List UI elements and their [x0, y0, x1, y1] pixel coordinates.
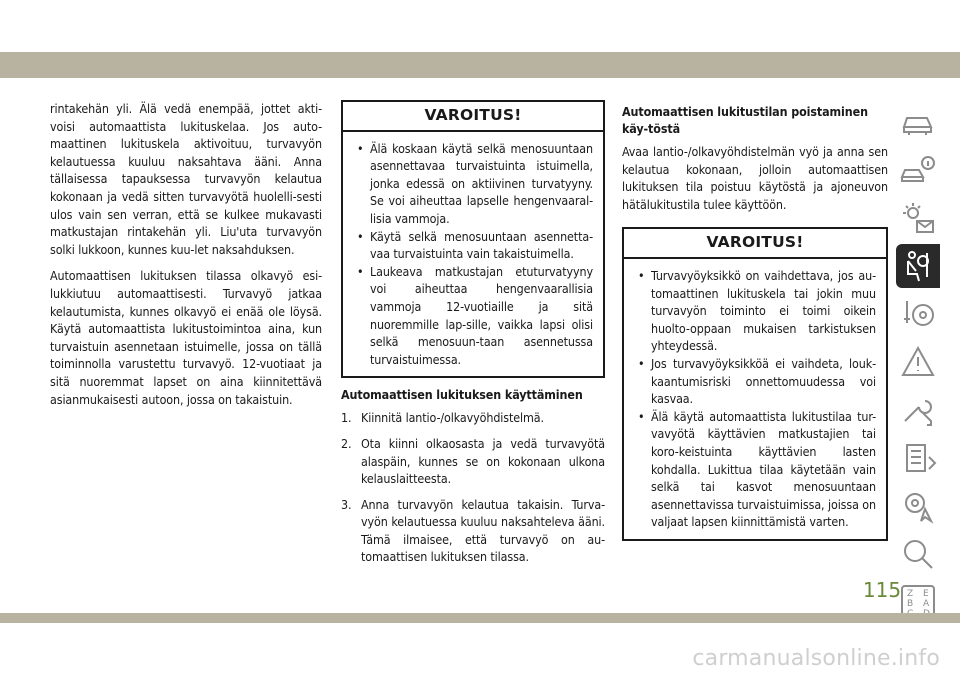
seatbelt-airbag-icon — [899, 247, 937, 285]
warning-box-2 — [622, 227, 888, 541]
column-3 — [622, 103, 888, 549]
tab-warning-road[interactable] — [896, 340, 940, 384]
step-text: Kiinnitä lantio-/olkavyöhdistelmä. — [361, 410, 544, 426]
svg-text:Z: Z — [907, 589, 914, 599]
warning-list — [624, 267, 886, 531]
tab-key-steering[interactable] — [896, 292, 940, 336]
warning-box-1 — [341, 100, 605, 378]
section-heading: Automaattisen lukitustilan poistaminen käy-töstä — [622, 104, 868, 136]
warning-title: VAROITUS! — [343, 102, 603, 132]
step-text: Anna turvavyön kelautua takaisin. Turva-vyön kelautuessa kuuluu naksahteleva ääni. Tämä ilmaisee, että turvavyö on au-tomaattisen lukituksen tilassa. — [361, 496, 605, 565]
warning-item: • Älä koskaan käytä selkä menosuuntaan asennettavaa turvaistuinta istuimella, jonka edessä on aktiivinen turvatyyny. Se voi aiheuttaa lapselle hengenvaaral-lisia vammoja. — [357, 140, 593, 228]
step-number: 1. — [341, 410, 352, 426]
warning-road-icon — [899, 343, 937, 381]
step-item — [341, 435, 605, 488]
header-band — [0, 52, 960, 78]
key-steering-icon — [899, 295, 937, 333]
step-number: 2. — [341, 435, 352, 451]
tab-light-mail[interactable] — [896, 196, 940, 240]
chapter-tabs — [896, 100, 940, 628]
maintenance-icon — [899, 391, 937, 429]
car-icon — [899, 103, 937, 141]
navigation-settings-icon — [899, 487, 937, 525]
step-number: 3. — [341, 496, 352, 512]
paragraph-1: rintakehän yli. Älä vedä enempää, jottet akti-voisi automaattista lukituskelaa. Jos auto-maattinen lukituskela aktivoituu, turvavyön kelautuessa kuuluu naksahtava ääni. Anna tällaisessa tapauksessa turvavyön kelautua kokonaan ja vedä sitten turvavyötä huolelli-sesti ulos vain sen verran, että se kulkee mukavasti matkustajan rintakehän yli. Liu'uta turvavyön solki lukkoon, kunnes kuu-let naksahduksen. — [50, 101, 322, 257]
svg-text:E: E — [923, 589, 929, 599]
paragraph-3: Avaa lantio-/olkavyöhdistelmän vyö ja anna sen kelautua kokonaan, jolloin automaattisen lukituksen tila poistuu käytöstä ja ajoneuvon hätälukitustila tulee käyttöön. — [622, 144, 888, 212]
column-2 — [341, 100, 605, 574]
warning-item: • Laukeava matkustajan etuturvatyyny voi aiheuttaa hengenvaarallisia vammoja 12-vuotiaille ja sitä nuoremmille lap-sille, vaikka lapsi olisi selkä menosuun-taan asennetussa turvaistuimessa. — [357, 263, 593, 369]
warning-item: • Käytä selkä menosuuntaan asennetta-vaa turvaistuinta vain takaistuimella. — [357, 228, 593, 263]
section-heading: Automaattisen lukituksen käyttäminen — [341, 387, 583, 403]
tab-car[interactable] — [896, 100, 940, 144]
tab-navigation-settings[interactable] — [896, 484, 940, 528]
tab-car-info[interactable] — [896, 148, 940, 192]
warning-item: • Turvavyöyksikkö on vaihdettava, jos au-tomaattinen lukituskela tai jokin muu turvavyön toiminto ei toimi oikein huolto-oppaan mukaisen tarkistuksen yhteydessä. — [638, 267, 876, 355]
steps-list — [341, 409, 605, 566]
tab-search[interactable] — [896, 532, 940, 576]
warning-item: • Jos turvavyöyksikköä ei vaihdeta, louk-kaantumisriski onnettomuudessa voi kasvaa. — [638, 355, 876, 408]
light-mail-icon — [899, 199, 937, 237]
service-checklist-icon — [899, 439, 937, 477]
step-text: Ota kiinni olkaosasta ja vedä turvavyötä alaspäin, kunnes se on kokonaan ulkona kelauslaitteesta. — [361, 435, 605, 487]
tab-maintenance[interactable] — [896, 388, 940, 432]
step-item — [341, 496, 605, 566]
page-number: 115 — [862, 578, 902, 602]
search-icon — [899, 535, 937, 573]
warning-title: VAROITUS! — [624, 229, 886, 259]
tab-seatbelt-airbag[interactable] — [896, 244, 940, 288]
svg-text:A: A — [923, 599, 930, 609]
paragraph-2: Automaattisen lukituksen tilassa olkavyö esi-lukkiutuu automaattisesti. Turvavyö jatkaa kelautumista, kunnes olkavyö ei enää ole löysä. Käytä automaattista lukitustoimintoa aina, kun turvaistuin asennetaan istuimelle, jossa on tällä toiminnolla varustettu turvavyö. 12-vuotiaat ja sitä nuoremmat lapset on aina kiinnitettävä asianmukaisesti autoon, jossa on takaistuin. — [50, 268, 322, 407]
watermark: carmanualsonline.info — [692, 646, 940, 671]
car-info-icon — [899, 151, 937, 189]
step-item — [341, 409, 605, 427]
tab-service-checklist[interactable] — [896, 436, 940, 480]
svg-text:B: B — [907, 599, 914, 609]
footer-band — [0, 613, 960, 623]
column-1 — [50, 100, 322, 417]
warning-item: • Älä käytä automaattista lukitustilaa tur-vavyötä käyttävien matkustajien tai koro-keistuinta käyttävien lasten kohdalla. Lukittua tilaa käytetään vain selkä tai kasvot menosuuntaan asennettavissa turvaistuimissa, joissa on valjaat lapsen kiinnittämistä varten. — [638, 408, 876, 531]
warning-list — [343, 140, 603, 369]
